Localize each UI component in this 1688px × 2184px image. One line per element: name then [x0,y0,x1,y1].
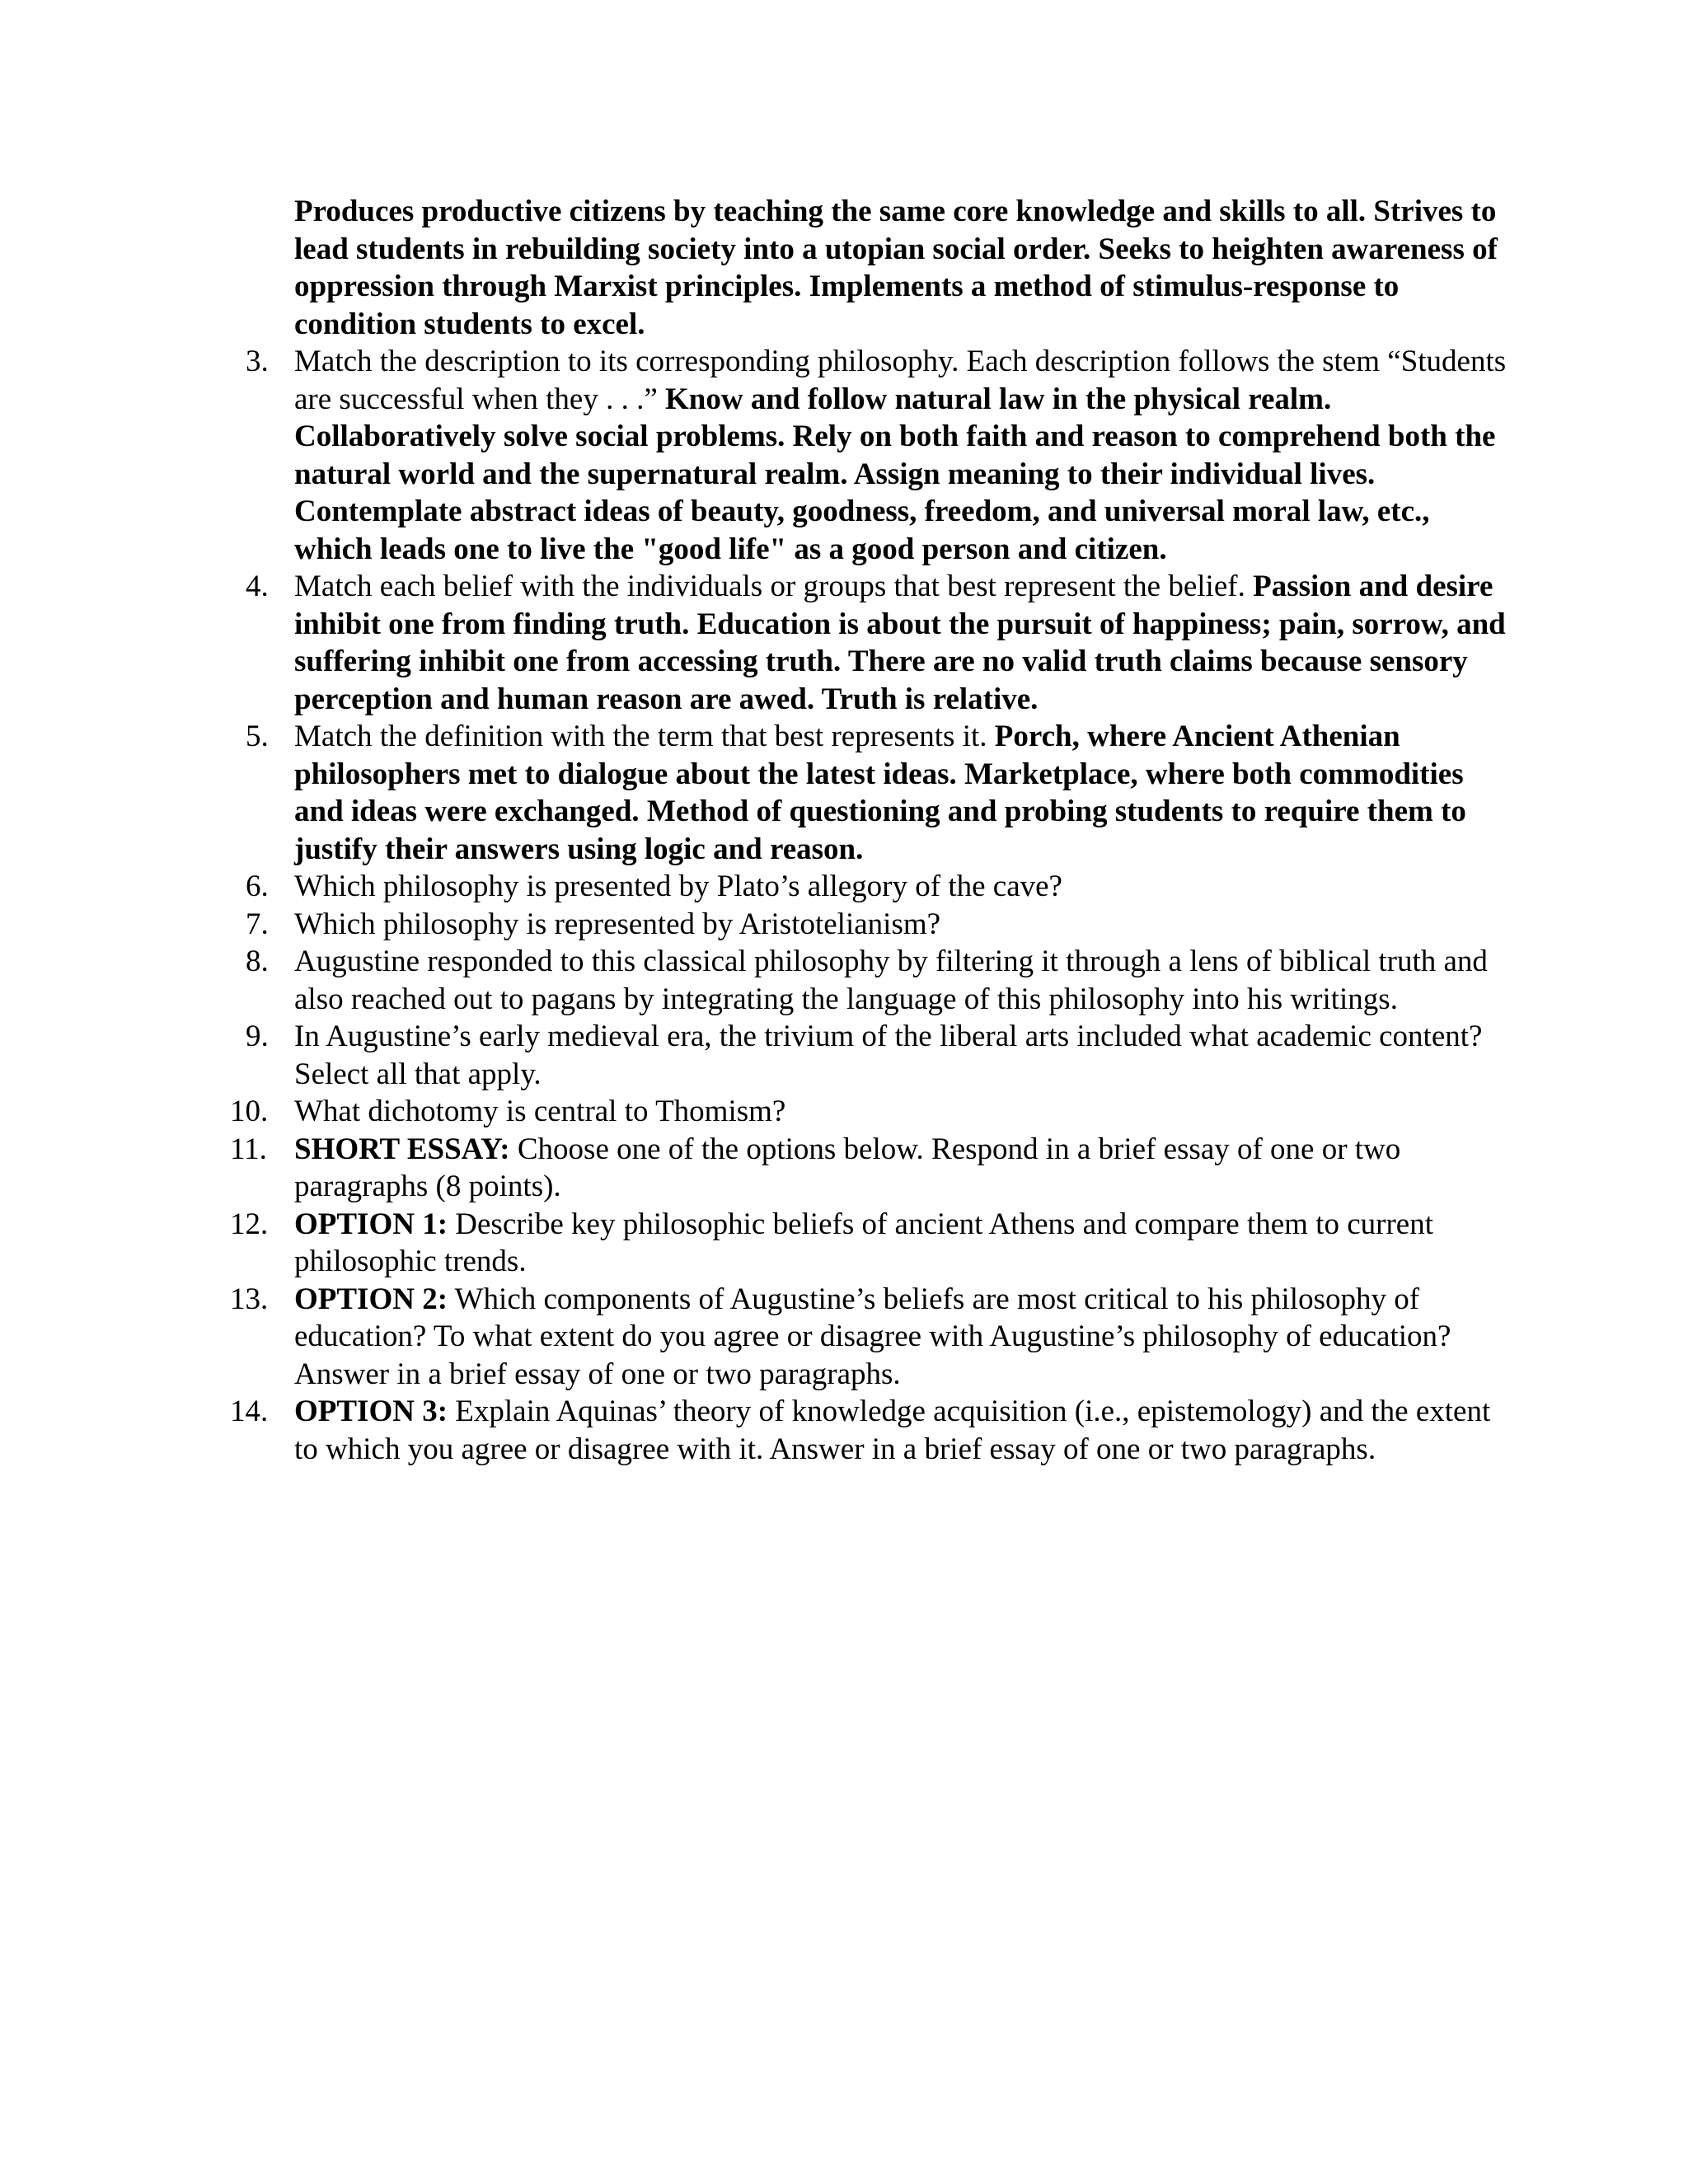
list-item-5 [246,718,1515,868]
list-item-14 [230,1393,1515,1468]
item-number: 4. [246,569,269,603]
list-item-7 [246,906,1515,944]
item-number: 6. [246,869,269,903]
item-number: 7. [246,907,269,941]
list-item-8 [246,943,1515,1018]
item-number: 8. [246,944,269,978]
item-prompt: In Augustine’s early medieval era, the trivium of the liberal arts included what academic content? Select all that apply. [294,1019,1483,1091]
list-item-13 [230,1281,1515,1394]
item-number: 9. [246,1019,269,1053]
list-item-3 [246,343,1515,568]
item-prompt: Match the definition with the term that best represents it. [294,719,987,753]
item-prompt: Explain Aquinas’ theory of knowledge acquisition (i.e., epistemology) and the extent to which you agree or disagree with it. Answer in a brief essay of one or two paragraphs. [294,1394,1491,1466]
continued-answer-choices: Produces productive citizens by teaching the same core knowledge and skills to all. Strives to lead students in rebuilding society into a utopian social order. Seeks to heighten awareness of oppression through Marxist principles. Implements a method of stimulus-response to condition students to excel. [294,194,1498,341]
item-prompt: Which philosophy is presented by Plato’s allegory of the cave? [294,869,1062,903]
item-number: 11. [230,1132,267,1166]
list-item-4 [246,568,1515,718]
list-item-9 [246,1018,1515,1093]
item-prompt: Which components of Augustine’s beliefs are most critical to his philosophy of education? To what extent do you agree or disagree with Augustine’s philosophy of education? Answer in a brief essay of one or two paragraphs. [294,1282,1451,1391]
item-number: 5. [246,719,269,753]
item-number: 12. [230,1207,269,1241]
item-number: 14. [230,1394,269,1428]
item-prompt: Choose one of the options below. Respond in a brief essay of one or two paragraphs (8 points). [294,1132,1401,1203]
item-number: 3. [246,344,269,378]
item-prompt: Which philosophy is represented by Aristotelianism? [294,907,941,941]
list-item-10 [230,1093,1515,1131]
item-prompt: Match each belief with the individuals or groups that best represent the belief. [294,569,1245,603]
list-item-11 [230,1131,1515,1206]
item-prompt: Match the description to its corresponding philosophy. Each description follows the stem “Students are successful when they . . .” [294,344,1507,416]
question-list [230,193,1515,1468]
item-choices: Passion and desire inhibit one from finding truth. Education is about the pursuit of happiness; pain, sorrow, and suffering inhibit one from accessing truth. There are no valid truth claims because sensory perception and human reason are awed. Truth is relative. [294,569,1506,716]
item-lead-label: OPTION 2: [294,1282,448,1316]
item-lead-label: OPTION 1: [294,1207,448,1241]
item-choices: Know and follow natural law in the physical realm. Collaboratively solve social problems. Rely on both faith and reason to comprehend both the natural world and the supernatural realm. Assign meaning to their individual lives. Contemplate abstract ideas of beauty, goodness, freedom, and universal moral law, etc., which leads one to live the "good life" as a good person and citizen. [294,382,1496,566]
item-number: 13. [230,1282,269,1316]
item-lead-label: SHORT ESSAY: [294,1132,510,1166]
list-item-6 [246,868,1515,906]
item-prompt: Describe key philosophic beliefs of ancient Athens and compare them to current philosophic trends. [294,1207,1433,1278]
item-prompt: Augustine responded to this classical philosophy by filtering it through a lens of biblical truth and also reached out to pagans by integrating the language of this philosophy into his writings. [294,944,1488,1016]
item-choices: Porch, where Ancient Athenian philosophers met to dialogue about the latest ideas. Marketplace, where both commodities and ideas were exchanged. Method of questioning and probing students to require them to justify their answers using logic and reason. [294,719,1466,866]
item-prompt: What dichotomy is central to Thomism? [294,1094,786,1128]
item-number: 10. [230,1094,269,1128]
list-item-12 [230,1206,1515,1281]
item-lead-label: OPTION 3: [294,1394,448,1428]
